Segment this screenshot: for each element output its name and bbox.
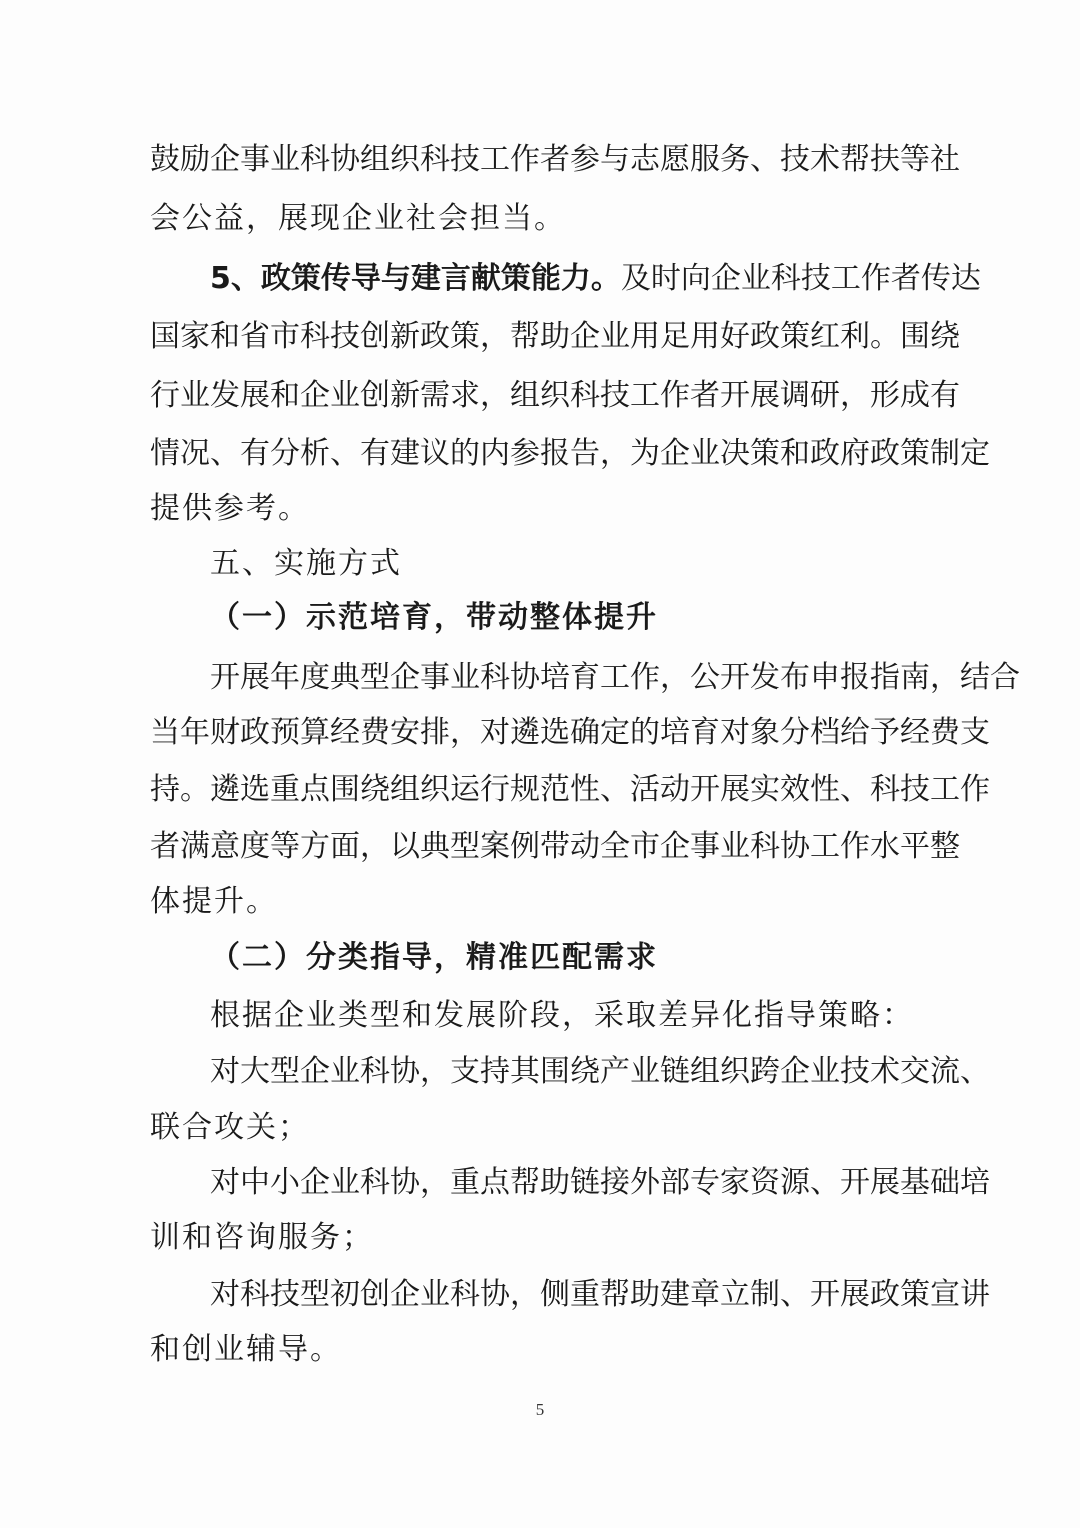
item-5-heading: 5、政策传导与建言献策能力。 (210, 261, 621, 296)
paragraph-line: 体提升。 (150, 884, 278, 919)
paragraph-line: 持。遴选重点围绕组织运行规范性、活动开展实效性、科技工作 (150, 772, 990, 807)
subsection-title-1: （一）示范培育，带动整体提升 (210, 600, 658, 635)
paragraph-line: 根据企业类型和发展阶段，采取差异化指导策略： (210, 998, 914, 1033)
item-5-line (210, 259, 981, 299)
paragraph-line: 鼓励企事业科协组织科技工作者参与志愿服务、技术帮扶等社 (150, 142, 960, 177)
paragraph-line: 和创业辅导。 (150, 1332, 342, 1367)
section-title: 五、实施方式 (210, 546, 402, 581)
paragraph-line: 开展年度典型企事业科协培育工作，公开发布申报指南，结合 (210, 660, 1020, 695)
paragraph-line: 对大型企业科协，支持其围绕产业链组织跨企业技术交流、 (210, 1054, 990, 1089)
paragraph-line: 者满意度等方面，以典型案例带动全市企事业科协工作水平整 (150, 829, 960, 864)
paragraph-line: 情况、有分析、有建议的内参报告，为企业决策和政府政策制定 (150, 436, 990, 471)
page-number: 5 (535, 1400, 545, 1419)
paragraph-line: 提供参考。 (150, 491, 310, 526)
paragraph-line: 训和咨询服务； (150, 1220, 374, 1255)
paragraph-line: 当年财政预算经费安排，对遴选确定的培育对象分档给予经费支 (150, 715, 990, 750)
item-5-text: 及时向企业科技工作者传达 (620, 261, 981, 296)
paragraph-line: 会公益，展现企业社会担当。 (150, 201, 566, 236)
subsection-title-2: （二）分类指导，精准匹配需求 (210, 940, 658, 975)
paragraph-line: 联合攻关； (150, 1110, 310, 1145)
paragraph-line: 对中小企业科协，重点帮助链接外部专家资源、开展基础培 (210, 1165, 990, 1200)
paragraph-line: 对科技型初创企业科协，侧重帮助建章立制、开展政策宣讲 (210, 1277, 990, 1312)
paragraph-line: 行业发展和企业创新需求，组织科技工作者开展调研，形成有 (150, 378, 960, 413)
paragraph-line: 国家和省市科技创新政策，帮助企业用足用好政策红利。围绕 (150, 319, 960, 354)
